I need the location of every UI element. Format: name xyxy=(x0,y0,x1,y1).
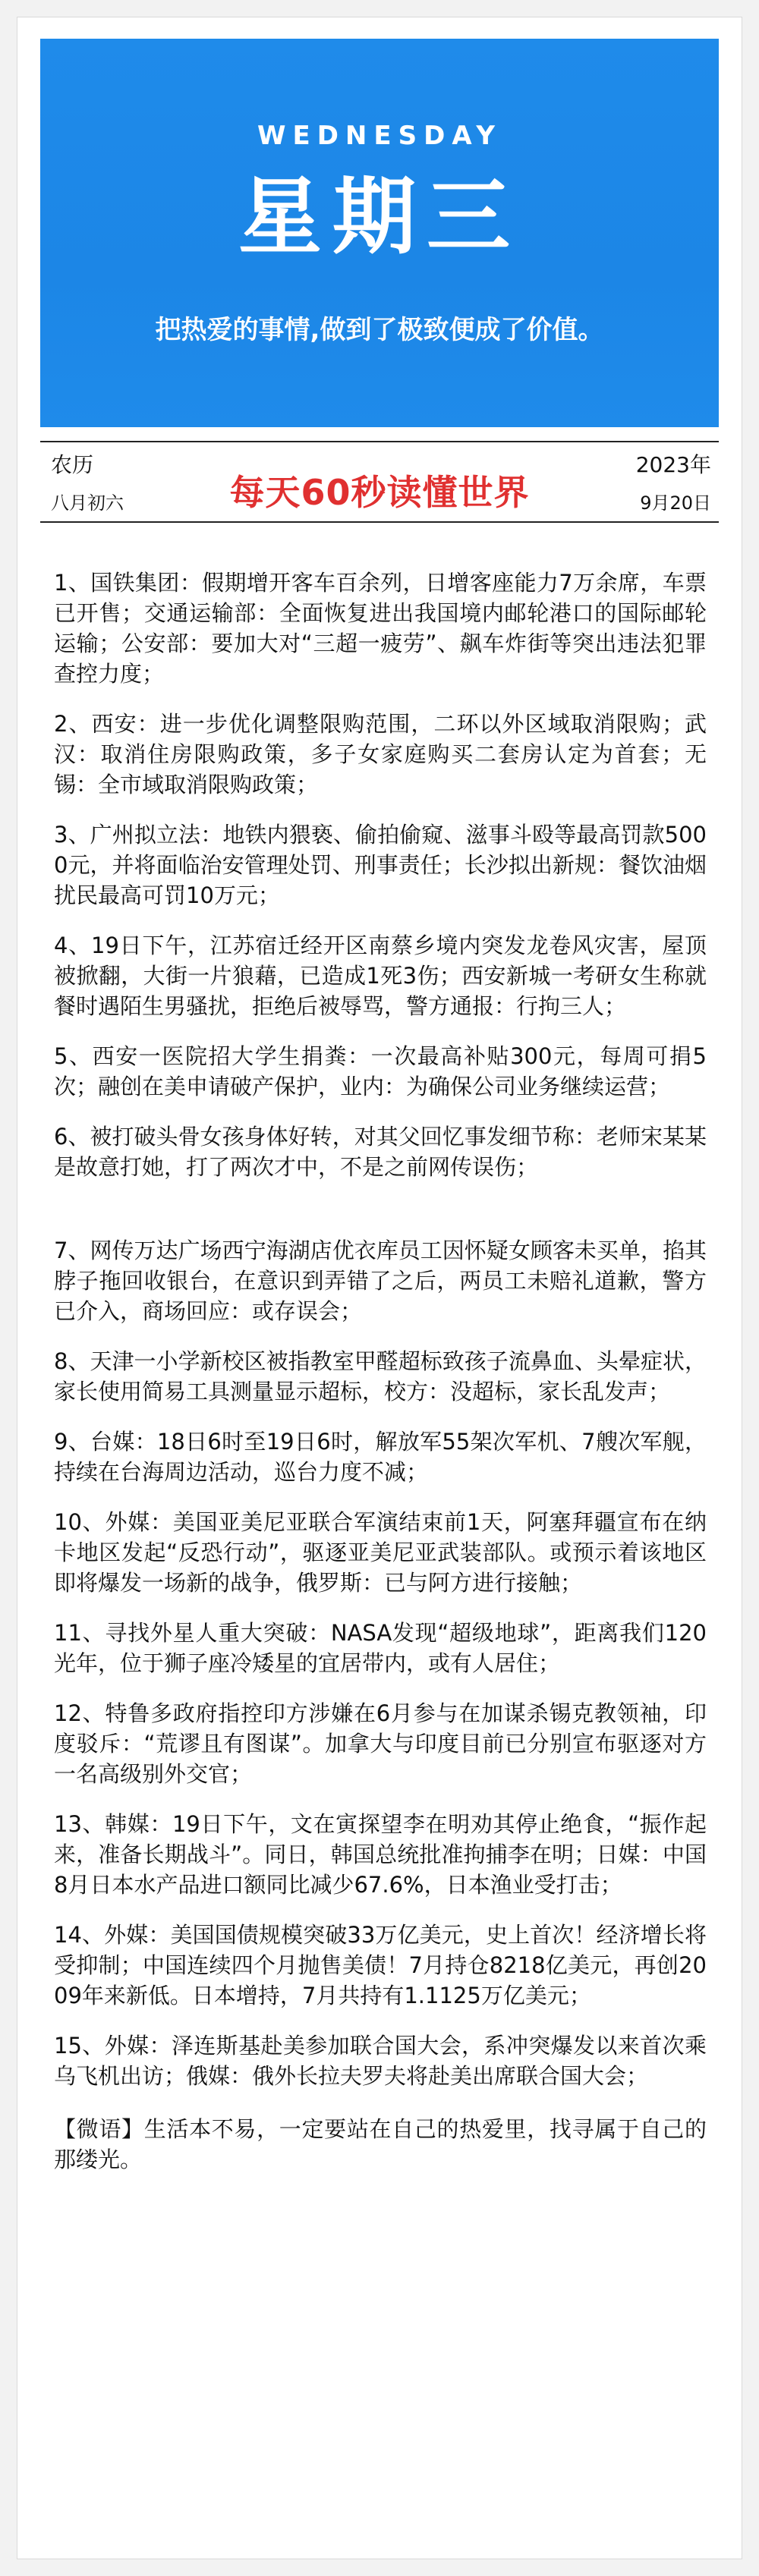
weekday-banner xyxy=(40,39,719,427)
news-item-6: 6、被打破头骨女孩身体好转，对其父回忆事发细节称：老师宋某某是故意打她，打了两次才中，不是之前网传误伤； xyxy=(54,1124,707,1180)
news-item-7: 7、网传万达广场西宁海湖店优衣库员工因怀疑女顾客未买单，掐其脖子拖回收银台，在意识到弄错了之后，两员工未赔礼道歉，警方已介入，商场回应：或存误会； xyxy=(54,1238,707,1324)
news-item-15: 15、外媒：泽连斯基赴美参加联合国大会，系冲突爆发以来首次乘乌飞机出访；俄媒：俄外长拉夫罗夫将赴美出席联合国大会； xyxy=(54,2033,707,2089)
news-item-11: 11、寻找外星人重大突破：NASA发现“超级地球”，距离我们120光年，位于狮子座冷矮星的宜居带内，或有人居住； xyxy=(54,1620,707,1676)
lunar-label: 农历 xyxy=(51,452,94,477)
month-day-label: 9月20日 xyxy=(640,492,711,514)
news-item-2: 2、西安：进一步优化调整限购范围，二环以外区域取消限购；武汉：取消住房限购政策，多子女家庭购买二套房认定为首套；无锡：全市域取消限购政策； xyxy=(54,711,707,797)
year-label: 2023年 xyxy=(635,452,711,477)
page-title: 每天60秒读懂世界 xyxy=(229,472,530,513)
weekday-english: WEDNESDAY xyxy=(257,121,502,151)
banner-slogan: 把热爱的事情,做到了极致便成了价值。 xyxy=(155,315,604,345)
weekday-chinese: 星期三 xyxy=(238,168,521,266)
header-top-rule xyxy=(40,441,719,442)
news-item-5: 5、西安一医院招大学生捐粪：一次最高补贴300元，每周可捐5次；融创在美申请破产保护，业内：为确保公司业务继续运营； xyxy=(54,1043,707,1099)
news-item-1: 1、国铁集团：假期增开客车百余列，日增客座能力7万余席，车票已开售；交通运输部：全面恢复进出我国境内邮轮港口的国际邮轮运输；公安部：要加大对“三超一疲劳”、飙车炸街等突出违法犯罪查控力度； xyxy=(54,570,707,687)
news-item-4: 4、19日下午，江苏宿迁经开区南蔡乡境内突发龙卷风灾害，屋顶被掀翻，大街一片狼藉，已造成1死3伤；西安新城一考研女生称就餐时遇陌生男骚扰，拒绝后被辱骂，警方通报：行拘三人； xyxy=(54,933,707,1019)
news-list xyxy=(54,568,707,2197)
news-item-13: 13、韩媒：19日下午，文在寅探望李在明劝其停止绝食，“振作起来，准备长期战斗”。同日，韩国总统批准拘捕李在明；日媒：中国8月日本水产品进口额同比减少67.6%，日本渔业受打击； xyxy=(54,1811,707,1898)
news-item-12: 12、特鲁多政府指控印方涉嫌在6月参与在加谋杀锡克教领袖，印度驳斥：“荒谬且有图谋”。加拿大与印度目前已分别宣布驱逐对方一名高级别外交官； xyxy=(54,1700,707,1787)
news-item-14: 14、外媒：美国国债规模突破33万亿美元，史上首次！经济增长将受抑制；中国连续四个月抛售美债！7月持仓8218亿美元，再创2009年来新低。日本增持，7月共持有1.1125万亿美元； xyxy=(54,1922,707,2008)
news-item-10: 10、外媒：美国亚美尼亚联合军演结束前1天，阿塞拜疆宣布在纳卡地区发起“反恐行动”，驱逐亚美尼亚武装部队。或预示着该地区即将爆发一场新的战争，俄罗斯：已与阿方进行接触； xyxy=(54,1509,707,1596)
lunar-date: 八月初六 xyxy=(51,492,124,514)
header-bottom-rule xyxy=(40,521,719,523)
news-item-9: 9、台媒：18日6时至19日6时，解放军55架次军机、7艘次军舰，持续在台海周边活动，巡台力度不减； xyxy=(54,1429,707,1485)
news-card xyxy=(17,17,742,2559)
daily-motto: 【微语】生活本不易，一定要站在自己的热爱里，找寻属于自己的那缕光。 xyxy=(54,2116,707,2172)
news-item-8: 8、天津一小学新校区被指教室甲醛超标致孩子流鼻血、头晕症状，家长使用简易工具测量显示超标，校方：没超标，家长乱发声； xyxy=(54,1348,707,1404)
news-item-3: 3、广州拟立法：地铁内猥亵、偷拍偷窥、滋事斗殴等最高罚款5000元，并将面临治安管理处罚、刑事责任；长沙拟出新规：餐饮油烟扰民最高可罚10万元； xyxy=(54,822,707,908)
